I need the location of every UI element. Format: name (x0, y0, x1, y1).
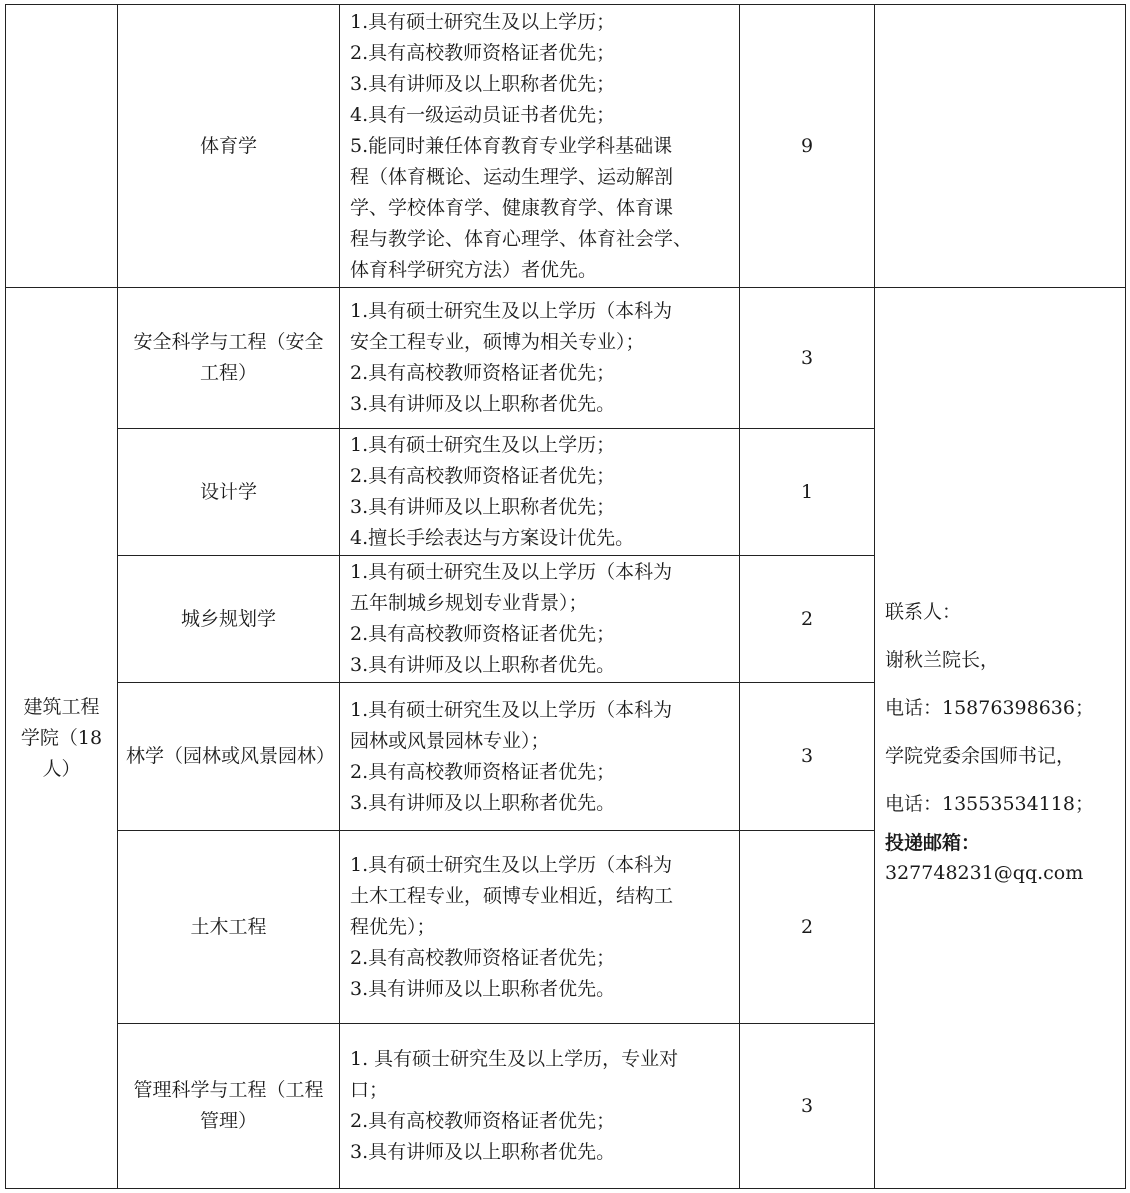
email-address: 327748231@qq.com (885, 862, 1084, 884)
requirement-line: 2.具有高校教师资格证者优先； (350, 465, 616, 487)
college-cell-empty (6, 5, 118, 288)
major-cell: 城乡规划学 (118, 556, 340, 683)
contact-phone-1: 电话：15876398636； (885, 697, 1094, 719)
requirements-cell (340, 1024, 740, 1189)
count-cell: 2 (740, 556, 875, 683)
requirements-cell (340, 831, 740, 1024)
requirement-line: 学、学校体育学、健康教育学、体育课 (350, 196, 674, 219)
requirement-line: 程（体育概论、运动生理学、运动解剖 (350, 165, 674, 188)
requirement-line: 3.具有讲师及以上职称者优先； (350, 496, 616, 518)
requirement-line: 口； (350, 1079, 389, 1101)
contact-label: 联系人： (885, 601, 962, 623)
requirement-line: 五年制城乡规划专业背景）； (350, 592, 588, 614)
requirements-cell (340, 5, 740, 288)
count-cell: 9 (740, 5, 875, 288)
contact-cell (875, 288, 1126, 1189)
requirement-line: 体育科学研究方法）者优先。 (350, 258, 598, 281)
requirement-line: 5.能同时兼任体育教育专业学科基础课 (350, 134, 673, 157)
requirement-line: 3.具有讲师及以上职称者优先。 (350, 977, 616, 1000)
email-label: 投递邮箱： (885, 832, 981, 854)
requirements-cell (340, 683, 740, 831)
requirement-line: 2.具有高校教师资格证者优先； (350, 1110, 616, 1132)
requirement-line: 安全工程专业，硕博为相关专业）； (350, 331, 645, 353)
requirement-line: 程优先）； (350, 915, 436, 938)
requirement-line: 土木工程专业，硕博专业相近，结构工 (350, 884, 674, 907)
requirement-line: 2.具有高校教师资格证者优先； (350, 41, 616, 64)
requirement-line: 2.具有高校教师资格证者优先； (350, 362, 616, 384)
requirement-line: 1.具有硕士研究生及以上学历（本科为 (350, 698, 673, 721)
requirement-line: 3.具有讲师及以上职称者优先。 (350, 393, 616, 415)
requirement-line: 1.具有硕士研究生及以上学历（本科为 (350, 300, 673, 322)
contact-person-2: 学院党委余国师书记， (885, 745, 1076, 767)
count-cell: 2 (740, 831, 875, 1024)
contact-person-1: 谢秋兰院长， (885, 649, 1000, 671)
requirement-line: 1. 具有硕士研究生及以上学历，专业对 (350, 1048, 679, 1070)
count-cell: 3 (740, 288, 875, 429)
requirement-line: 2.具有高校教师资格证者优先； (350, 623, 616, 645)
table-row (6, 288, 1126, 429)
requirement-line: 2.具有高校教师资格证者优先； (350, 946, 616, 969)
requirements-cell (340, 429, 740, 556)
major-cell: 设计学 (118, 429, 340, 556)
major-cell: 安全科学与工程（安全工程） (118, 288, 340, 429)
requirement-line: 园林或风景园林专业）； (350, 729, 550, 752)
count-cell: 3 (740, 1024, 875, 1189)
requirements-cell (340, 288, 740, 429)
college-cell: 建筑工程学院（18人） (6, 288, 118, 1189)
recruitment-table (5, 4, 1126, 1189)
requirement-line: 1.具有硕士研究生及以上学历（本科为 (350, 561, 673, 583)
table-row (6, 5, 1126, 288)
contact-phone-2: 电话：13553534118； (885, 793, 1094, 815)
requirement-line: 1.具有硕士研究生及以上学历； (350, 434, 616, 456)
count-cell: 1 (740, 429, 875, 556)
requirement-line: 3.具有讲师及以上职称者优先。 (350, 654, 616, 676)
requirement-line: 3.具有讲师及以上职称者优先。 (350, 1141, 616, 1163)
requirement-line: 1.具有硕士研究生及以上学历； (350, 10, 616, 33)
major-cell: 土木工程 (118, 831, 340, 1024)
requirements-cell (340, 556, 740, 683)
count-cell: 3 (740, 683, 875, 831)
requirement-line: 3.具有讲师及以上职称者优先。 (350, 791, 616, 814)
major-cell: 体育学 (118, 5, 340, 288)
requirement-line: 程与教学论、体育心理学、体育社会学、 (350, 227, 693, 250)
major-cell: 林学（园林或风景园林） (118, 683, 340, 831)
requirement-line: 2.具有高校教师资格证者优先； (350, 760, 616, 783)
contact-cell-empty (875, 5, 1126, 288)
requirement-line: 1.具有硕士研究生及以上学历（本科为 (350, 853, 673, 876)
requirement-line: 3.具有讲师及以上职称者优先； (350, 72, 616, 95)
requirement-line: 4.擅长手绘表达与方案设计优先。 (350, 527, 635, 549)
requirement-line: 4.具有一级运动员证书者优先； (350, 103, 616, 126)
major-cell: 管理科学与工程（工程管理） (118, 1024, 340, 1189)
